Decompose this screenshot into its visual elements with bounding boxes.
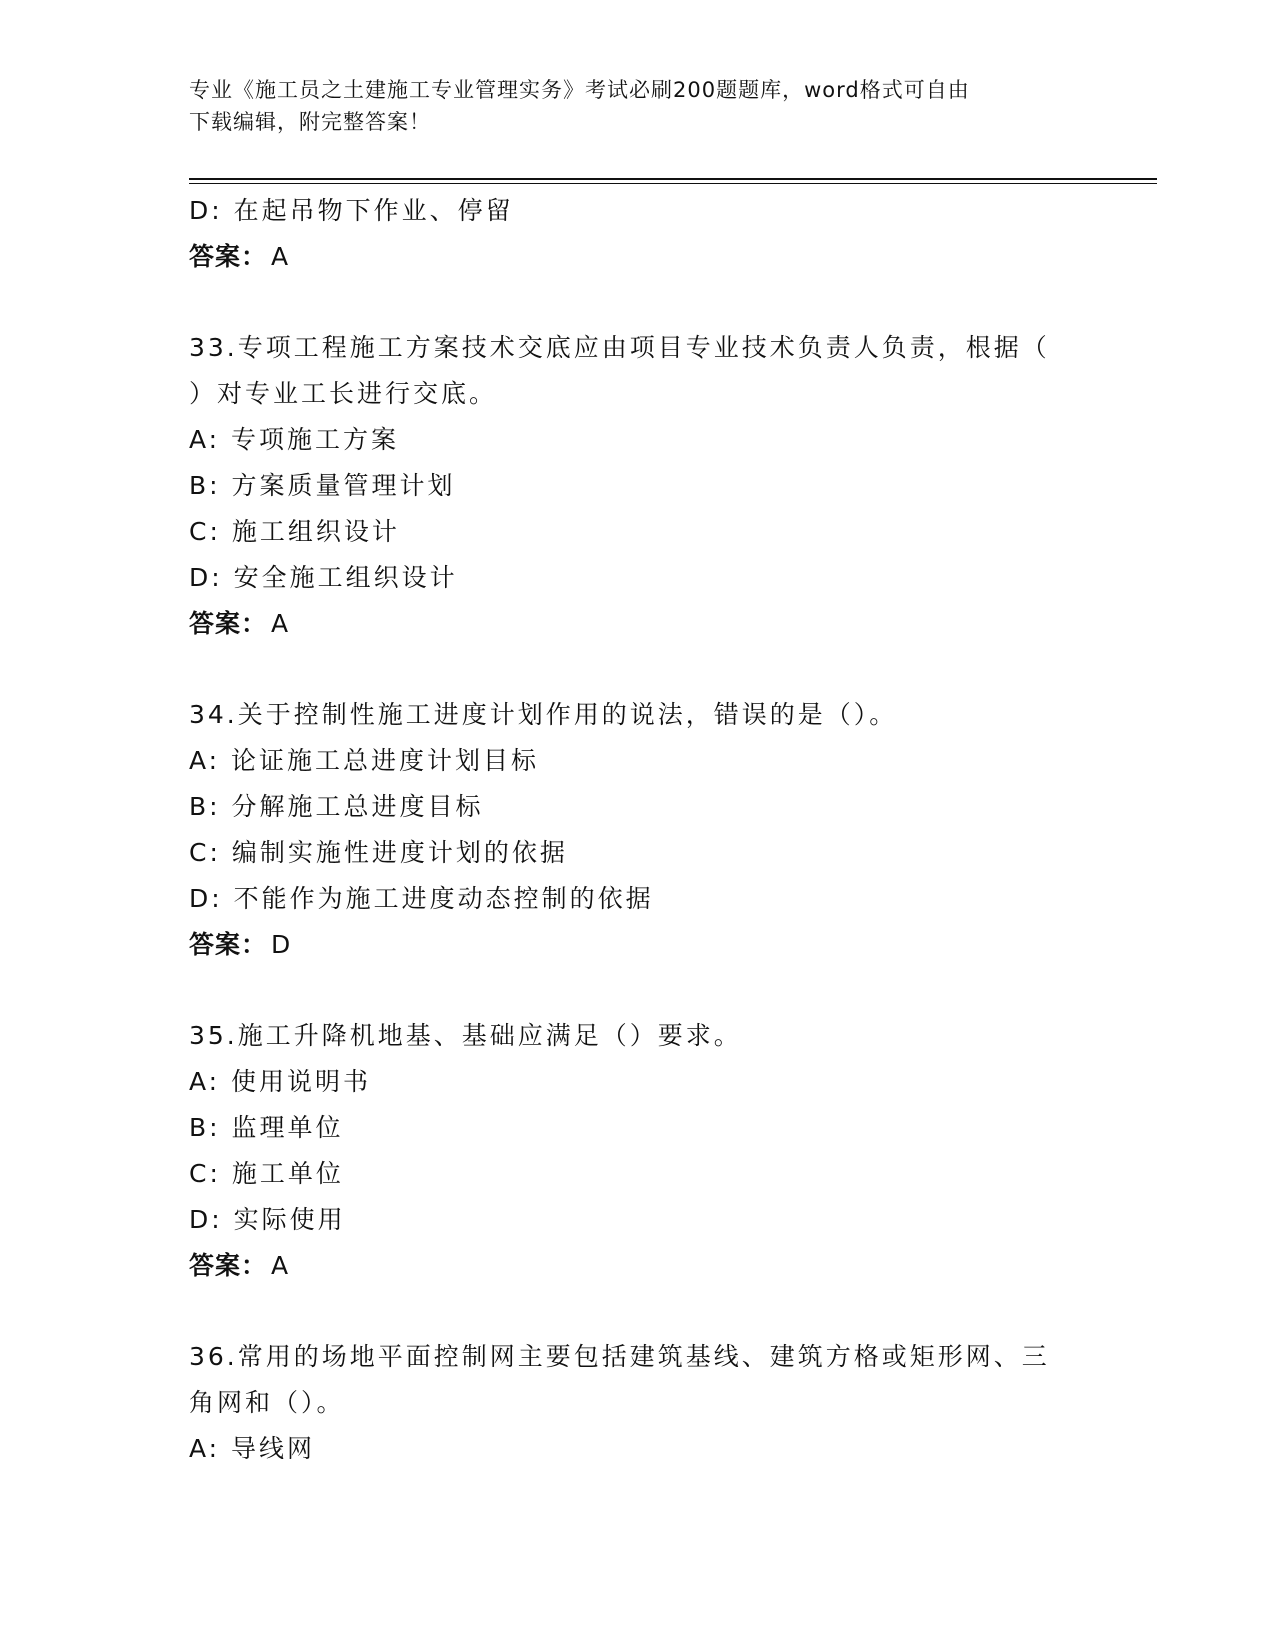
option-d: D: 实际使用: [189, 1205, 346, 1234]
question-35: [189, 1013, 1089, 1289]
answer-line: [189, 234, 1089, 280]
question-text: 35.施工升降机地基、基础应满足（）要求。: [189, 1021, 742, 1050]
option-c: C: 施工单位: [189, 1159, 344, 1188]
option-b: B: 分解施工总进度目标: [189, 792, 484, 821]
option-d: D: 安全施工组织设计: [189, 563, 458, 592]
answer-label: 答案：: [189, 242, 268, 271]
option-b: B: 监理单位: [189, 1113, 344, 1142]
question-34: [189, 692, 1089, 968]
option-c: C: 施工组织设计: [189, 517, 400, 546]
question-32-tail: [189, 188, 1089, 280]
answer-line: [189, 601, 1089, 647]
question-36: [189, 1334, 1089, 1472]
spacer: [189, 1289, 1089, 1334]
answer-label: 答案：: [189, 1251, 268, 1280]
option-a: A: 论证施工总进度计划目标: [189, 746, 540, 775]
question-text: 33.专项工程施工方案技术交底应由项目专业技术负责人负责，根据（: [189, 333, 1050, 362]
option-a: A: 专项施工方案: [189, 425, 400, 454]
option-d: D: 在起吊物下作业、停留: [189, 196, 514, 225]
spacer: [189, 647, 1089, 692]
answer-value: D: [271, 930, 292, 959]
document-body: [189, 188, 1089, 1472]
answer-label: 答案：: [189, 609, 268, 638]
header-divider-thick: [189, 178, 1157, 180]
page-header: [189, 74, 1089, 138]
answer-line: [189, 922, 1089, 968]
question-text: 36.常用的场地平面控制网主要包括建筑基线、建筑方格或矩形网、三: [189, 1342, 1050, 1371]
header-divider-thin: [189, 183, 1157, 184]
option-a: A: 导线网: [189, 1434, 316, 1463]
option-c: C: 编制实施性进度计划的依据: [189, 838, 568, 867]
option-b: B: 方案质量管理计划: [189, 471, 456, 500]
option-d: D: 不能作为施工进度动态控制的依据: [189, 884, 654, 913]
spacer: [189, 280, 1089, 325]
question-33: [189, 325, 1089, 647]
question-text-cont: 角网和（）。: [189, 1388, 345, 1417]
spacer: [189, 968, 1089, 1013]
option-a: A: 使用说明书: [189, 1067, 372, 1096]
answer-value: A: [271, 609, 290, 638]
header-line-1: 专业《施工员之土建施工专业管理实务》考试必刷200题题库，word格式可自由: [189, 78, 970, 102]
answer-value: A: [271, 242, 290, 271]
question-text: 34.关于控制性施工进度计划作用的说法，错误的是（）。: [189, 700, 898, 729]
question-text-cont: ）对专业工长进行交底。: [189, 379, 498, 408]
answer-value: A: [271, 1251, 290, 1280]
header-line-2: 下载编辑，附完整答案！: [189, 110, 431, 134]
answer-line: [189, 1243, 1089, 1289]
answer-label: 答案：: [189, 930, 268, 959]
